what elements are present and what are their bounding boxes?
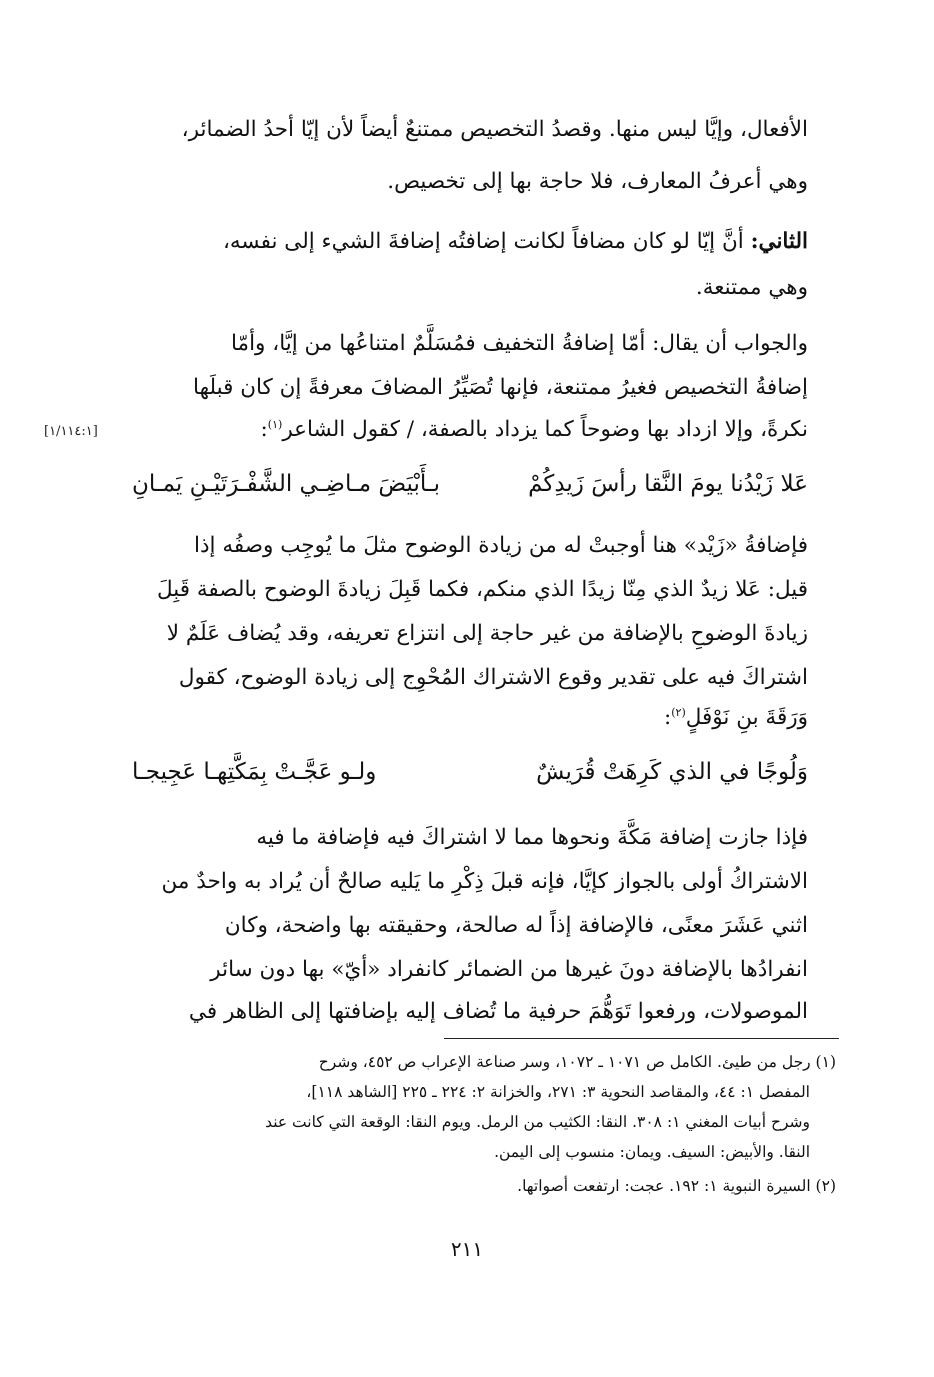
text-line: الأفعال، وإيَّا ليس منها. وقصدُ التخصيص ممتنعٌ أيضاً لأن إيّا أحدُ الضمائر،	[181, 117, 808, 142]
verse-hemistich-left: ولـو عَجَّـتْ بِمَكَّتِهـا عَجِيجـا	[132, 759, 377, 785]
text-line: انفرادُها بالإضافة دونَ غيرها من الضمائر كانفراد «أيّ» بها دون سائر	[210, 957, 808, 982]
verse-hemistich-left: بـأَبْيَضَ مـاضِـي الشَّفْـرَتَيْـنِ يَمـانِ	[132, 471, 441, 497]
text-line: الاشتراكُ أولى بالجواز كإيَّا، فإنه قبلَ ذِكْرِ ما يَليه صالحٌ أن يُراد به واحدٌ من	[161, 869, 808, 894]
footnote-divider	[444, 1038, 839, 1039]
footnote-line: (١) رجل من طيئ. الكامل ص ١٠٧١ ـ ١٠٧٢، وسر صناعة الإعراب ص ٤٥٢، وشرح	[318, 1053, 836, 1071]
paragraph-text: أنَّ إيّا لو كان مضافاً لكانت إضافتُه إضافةَ الشيء إلى نفسه،	[222, 229, 744, 254]
verse-2	[132, 750, 808, 794]
text-line: إضافةُ التخصيص فغيرُ ممتنعة، فإنها تُصَيِّرُ المضافَ معرفةً إن كان قبلَها	[193, 375, 808, 400]
margin-marker: [١/١١٤:١]	[44, 424, 98, 439]
page-number: ٢١١	[450, 1237, 484, 1261]
text-line: الموصولات، ورفعوا تَوَهُّمَ حرفية ما تُضاف إليه بإضافتها إلى الظاهر في	[188, 999, 808, 1024]
line-end: :	[260, 417, 268, 442]
footnote-ref: (١)	[267, 417, 283, 431]
footnote-line: وشرح أبيات المغني ١: ٣٠٨. النقا: الكثيب من الرمل. ويوم النقا: الوقعة التي كانت عند	[265, 1113, 810, 1131]
text-line: فإضافةُ «زَيْد» هنا أوجبتْ له من زيادة الوضوح مثلَ ما يُوجِب وصفُه إذا	[193, 533, 808, 558]
footnote-ref: (٢)	[671, 705, 686, 719]
text-line: وهي ممتنعة.	[695, 275, 808, 300]
footnote-line: (٢) السيرة النبوية ١: ١٩٢. عجت: ارتفعت أصواتها.	[517, 1177, 836, 1195]
paragraph-text: نكرةً، وإلا ازداد بها وضوحاً كما يزداد بالصفة، / كقول الشاعر	[282, 417, 808, 442]
text-line	[132, 410, 808, 450]
paragraph-lead: الثاني:	[750, 229, 808, 254]
verse-1	[132, 462, 808, 506]
footnote-line: المفصل ١: ٤٤، والمقاصد النحوية ٣: ٢٧١، والخزانة ٢: ٢٢٤ ـ ٢٢٥ [الشاهد ١١٨]،	[306, 1083, 810, 1101]
text-line	[132, 222, 808, 262]
text-line	[132, 698, 808, 738]
text-line: فإذا جازت إضافة مَكَّةَ ونحوها مما لا اشتراكَ فيه فإضافة ما فيه	[256, 825, 808, 850]
line-end: :	[663, 705, 672, 730]
text-line: وهي أعرفُ المعارف، فلا حاجة بها إلى تخصيص.	[387, 169, 808, 194]
text-line: اثني عَشَرَ معنًى، فالإضافة إذاً له صالحة، وحقيقته بها واضحة، وكان	[224, 913, 808, 938]
text-line: زيادةَ الوضوحِ بالإضافة من غير حاجة إلى انتزاع تعريفه، وقد يُضاف عَلَمٌ لا	[166, 621, 808, 646]
text-line: قيل: عَلا زيدٌ الذي مِنّا زيدًا الذي منكم، فكما قَبِلَ زيادةَ الوضوح بالصفة قَبِلَ	[156, 577, 808, 602]
paragraph-text: وَرَقَةَ بنِ نَوْفَلٍ	[685, 705, 808, 730]
text-line: والجواب أن يقال: أمّا إضافةُ التخفيف فمُسَلَّمٌ امتناعُها من إيَّا، وأمّا	[231, 331, 808, 356]
footnote-line: النقا. والأبيض: السيف. ويمان: منسوب إلى اليمن.	[494, 1143, 810, 1161]
verse-hemistich-right: وَلُوجًا في الذي كَرِهَتْ قُرَيشٌ	[536, 759, 808, 785]
text-line: اشتراكَ فيه على تقدير وقوع الاشتراك المُحْوِج إلى زيادة الوضوح، كقول	[178, 665, 808, 690]
verse-hemistich-right: عَلا زَيْدُنا يومَ النَّقا رأسَ زَيدِكُمْ	[528, 471, 808, 497]
